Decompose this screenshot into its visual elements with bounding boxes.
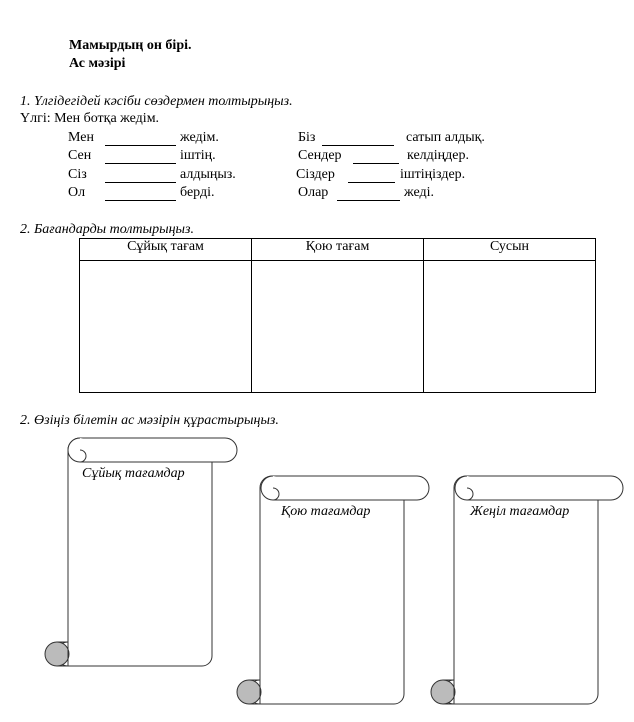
column-header-liquid-food: Сұйық тағам <box>80 239 252 261</box>
task1-left-pronoun-4: Ол <box>68 185 86 200</box>
task1-right-pronoun-3: Сіздер <box>296 167 335 182</box>
scroll-title-liquid-food: Сұйық тағамдар <box>82 466 185 481</box>
task3-instruction: 2. Өзіңіз білетін ас мәзірін құрастырыңыз. <box>20 413 279 428</box>
task1-left-pronoun-2: Сен <box>68 148 92 163</box>
task1-right-ending-4: жеді. <box>404 185 435 200</box>
task1-right-pronoun-4: Олар <box>298 185 329 200</box>
task1-left-pronoun-3: Сіз <box>68 167 87 182</box>
task1-example: Үлгі: Мен ботқа жедім. <box>20 111 160 126</box>
task1-left-ending-2: іштің. <box>180 148 216 163</box>
task1-right-ending-3: іштіңіздер. <box>400 167 466 182</box>
column-header-drink: Сусын <box>424 239 596 261</box>
task1-right-ending-1: сатып алдық. <box>406 130 485 145</box>
task2-instruction: 2. Бағандарды толтырыңыз. <box>20 222 194 237</box>
scroll-title-light-food: Жеңіл тағамдар <box>470 504 570 519</box>
task1-right-pronoun-2: Сендер <box>298 148 342 163</box>
document-date: Мамырдың он бірі. <box>69 38 192 53</box>
document-topic: Ас мәзірі <box>69 56 126 71</box>
task1-right-pronoun-1: Біз <box>298 130 316 145</box>
task1-instruction: 1. Үлгідегідей кәсіби сөздермен толтырыңыз. <box>20 94 293 109</box>
task1-left-ending-3: алдыңыз. <box>180 167 236 182</box>
task1-left-pronoun-1: Мен <box>68 130 94 145</box>
column-header-thick-food: Қою тағам <box>252 239 424 261</box>
task1-right-ending-2: келдіңдер. <box>407 148 469 163</box>
task1-left-ending-1: жедім. <box>180 130 219 145</box>
scroll-title-thick-food: Қою тағамдар <box>281 504 371 519</box>
task1-left-ending-4: берді. <box>180 185 215 200</box>
